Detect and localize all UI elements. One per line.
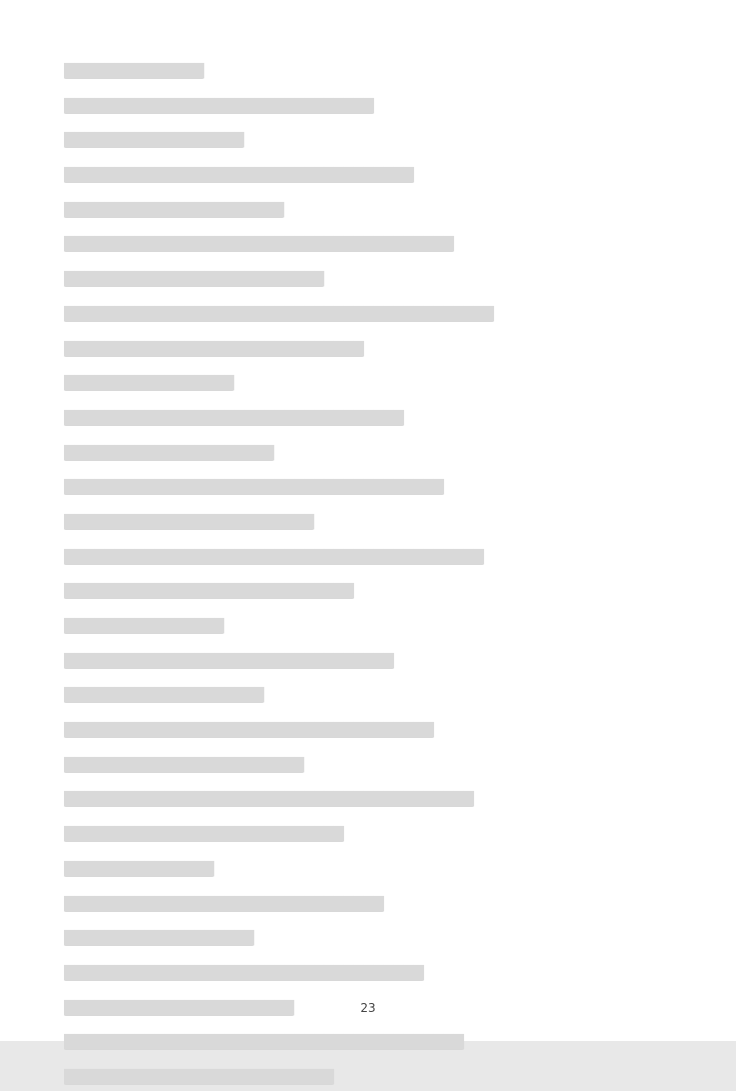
redacted-paragraph: █████████████████████████████████████████ <box>64 792 474 808</box>
redacted-paragraph: ███████████████████ <box>64 931 254 947</box>
redacted-paragraph: █████████████████████████████████ <box>64 653 394 669</box>
redacted-paragraph: ███████████████████████████████████ <box>64 168 414 184</box>
redacted-paragraph: ████████████████████████ <box>64 757 304 773</box>
redacted-paragraph: ███████████████████████ <box>64 1000 294 1016</box>
redacted-paragraph: ███████████████████████████████████████ <box>64 237 454 253</box>
redacted-paragraph: ███████████████████████████████████████████ <box>64 306 494 322</box>
redacted-paragraph: ████████████████████████████████████████ <box>64 1035 464 1051</box>
redacted-paragraph: ████████████████████ <box>64 688 264 704</box>
redacted-paragraph: █████████████████████ <box>64 445 274 461</box>
redacted-paragraph: ██████████████████████████████████████████ <box>64 549 484 565</box>
redacted-paragraph: ██████████████████████████████████████ <box>64 480 444 496</box>
redacted-paragraph: ██████████████████████████████████ <box>64 410 404 426</box>
redacted-paragraph: █████████████████ <box>64 376 234 392</box>
redacted-paragraph: ████████████████████████████████ <box>64 896 384 912</box>
redacted-paragraph: ████████████████ <box>64 619 224 634</box>
redacted-paragraph: ███████████████████████████ <box>64 1069 334 1085</box>
redacted-paragraph: ████████████████████████████ <box>64 827 344 843</box>
redacted-paragraph: █████████████████████████████████████ <box>64 723 434 739</box>
redacted-paragraph: ██████████████████████████ <box>64 272 324 288</box>
paragraph-container <box>38 60 698 1091</box>
redacted-paragraph: ███████████████ <box>64 861 214 877</box>
redacted-paragraph: ██████████████████████ <box>64 202 284 218</box>
redacted-paragraph: ████████████████████████████████████ <box>64 965 424 981</box>
redacted-paragraph: ██████████████ <box>64 64 204 79</box>
redacted-paragraph: ██████████████████████████████ <box>64 341 364 357</box>
redacted-paragraph: ██████████████████ <box>64 133 244 149</box>
redacted-paragraph: █████████████████████████████ <box>64 584 354 600</box>
redacted-paragraph: ███████████████████████████████ <box>64 98 374 114</box>
redacted-paragraph: █████████████████████████ <box>64 514 314 530</box>
page-number: 23 <box>360 1001 376 1015</box>
